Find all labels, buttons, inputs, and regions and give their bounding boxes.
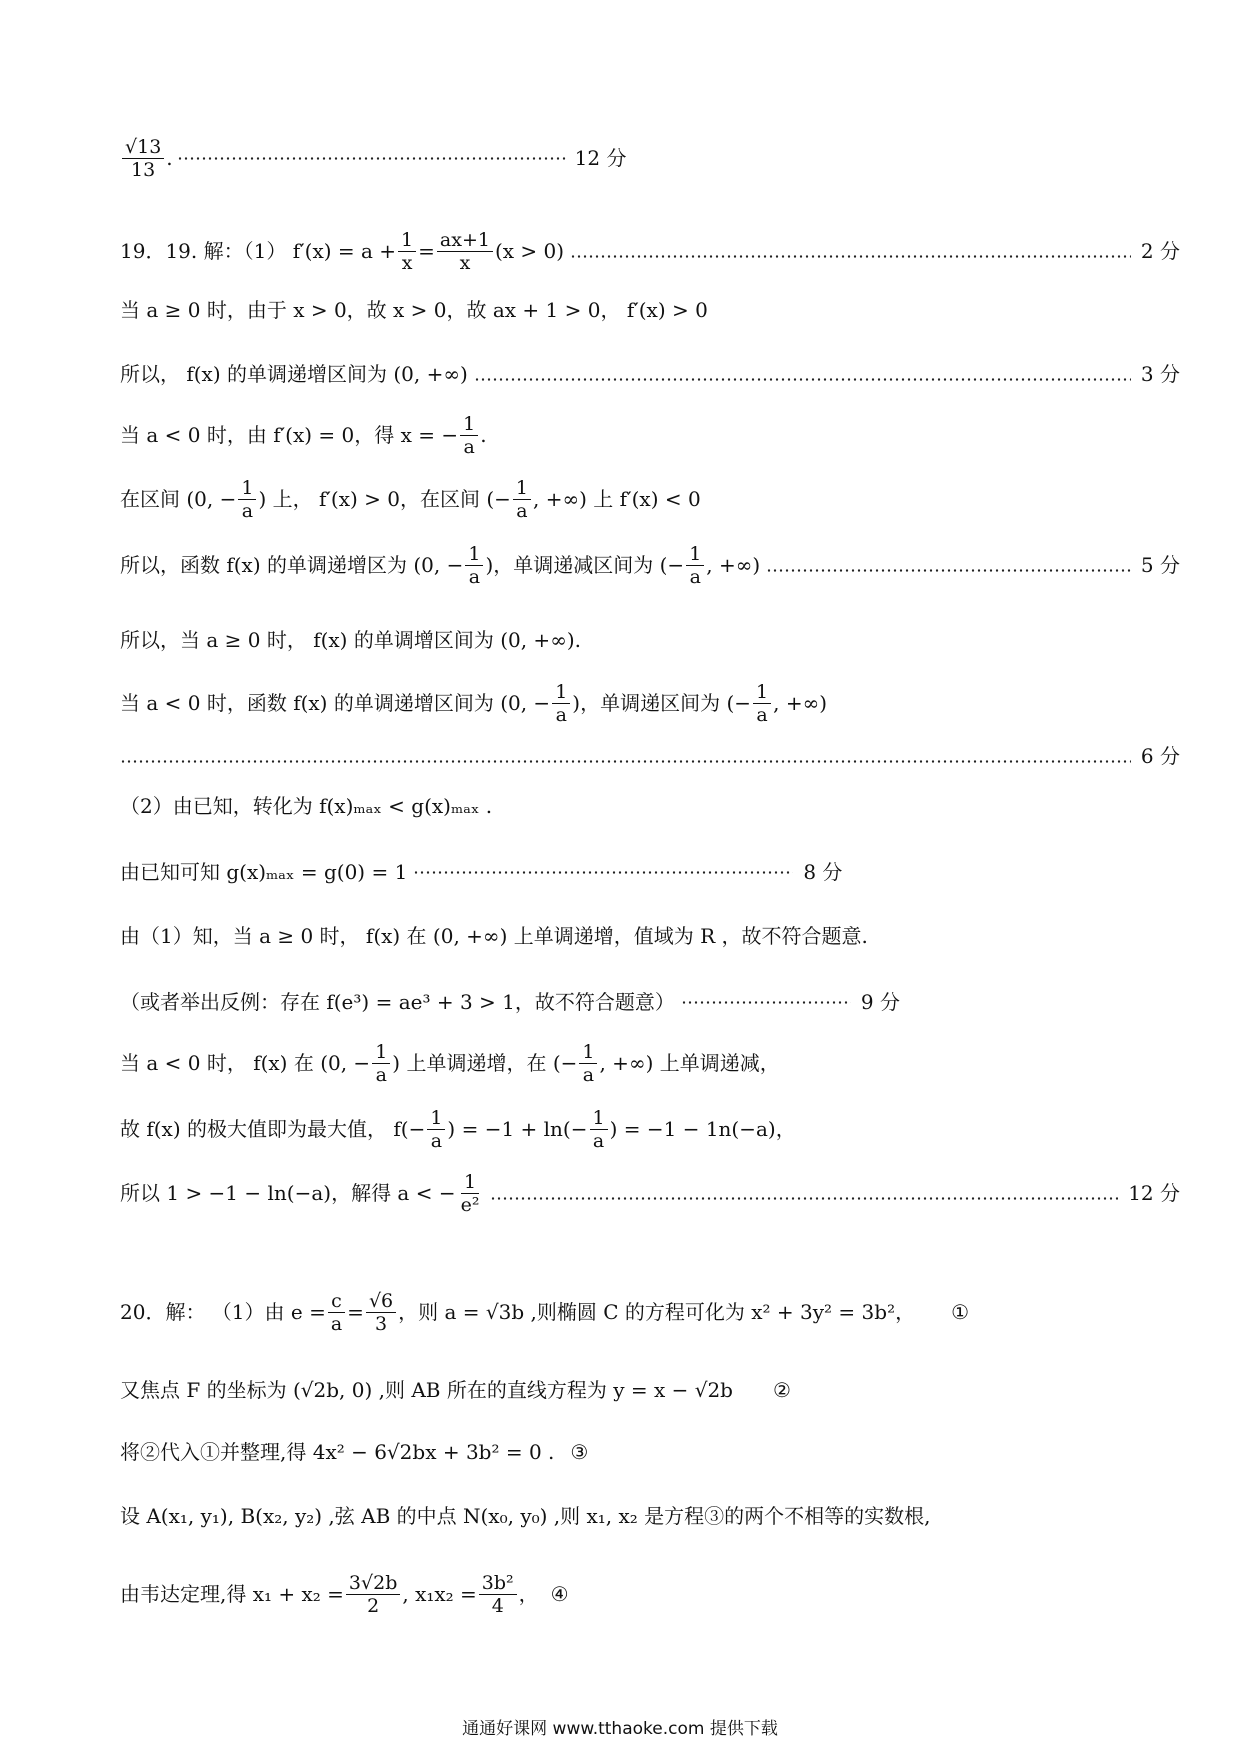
fraction-denominator: a (516, 499, 528, 522)
score-label: 8 分 (803, 860, 843, 884)
text: ) = −1 + ln(− (447, 1117, 588, 1141)
dot-leader (766, 569, 1131, 572)
fraction-numerator: 1 (460, 413, 478, 436)
fraction (513, 477, 531, 522)
text: 又焦点 F 的坐标为 (√2b, 0) ,则 AB 所在的直线方程为 y = x − √2b (120, 1378, 733, 1402)
line-gmax (120, 852, 1180, 892)
text: 当 a < 0 时， f(x) 在 (0, − (120, 1051, 371, 1075)
fraction-denominator: a (582, 1063, 595, 1086)
equation-marker: ④ (550, 1582, 569, 1606)
fraction-numerator: 1 (590, 1107, 608, 1130)
score-label: 6 分 (1140, 744, 1180, 768)
fraction-numerator: 1 (465, 543, 483, 566)
line-points-midpoint (120, 1496, 1180, 1536)
text: = (347, 1300, 364, 1324)
line-case1-not-valid (120, 916, 1180, 956)
dot-leader (177, 157, 567, 160)
line-part2-intro (120, 786, 1180, 826)
text: 故 f(x) 的极大值即为最大值， f(− (120, 1117, 426, 1141)
text: ) = −1 − 1n(−a)， (609, 1117, 796, 1141)
dot-leader (120, 760, 1131, 763)
fraction-numerator: √13 (122, 136, 164, 159)
text: 将②代入①并整理,得 4x² − 6√2bx + 3b² = 0 . (120, 1440, 555, 1464)
text: 由韦达定理,得 x₁ + x₂ = (120, 1582, 344, 1606)
fraction-denominator: a (468, 565, 481, 588)
text: （2）由已知，转化为 f(x)ₘₐₓ < g(x)ₘₐₓ . (120, 794, 493, 818)
dot-leader (681, 1001, 851, 1004)
fraction-numerator: 1 (372, 1041, 390, 1064)
text: . (480, 423, 487, 447)
score-label: 12 分 (574, 146, 627, 170)
score-label: 12 分 (1128, 1181, 1180, 1205)
fraction (579, 1041, 597, 1086)
text: 所以， f(x) 的单调递增区间为 (0, +∞) (120, 362, 468, 386)
fraction-denominator: a (330, 1312, 343, 1335)
fraction-numerator: 3b² (479, 1572, 517, 1595)
fraction (460, 413, 478, 458)
fraction (590, 1107, 608, 1152)
fraction-numerator: c (328, 1290, 345, 1313)
line-19-derivative (120, 224, 1180, 278)
fraction-numerator: 1 (579, 1041, 597, 1064)
text: 设 A(x₁, y₁), B(x₂, y₂) ,弦 AB 的中点 N(x₀, y₀) ,则 x₁, x₂ 是方程③的两个不相等的实数根, (120, 1504, 931, 1528)
fraction-denominator: 13 (131, 158, 156, 181)
text: 在区间 (0, − (120, 487, 237, 511)
text: 当 a < 0 时，由 f′(x) = 0，得 x = − (120, 423, 459, 447)
fraction (122, 136, 164, 181)
fraction-denominator: a (689, 565, 701, 588)
fraction (366, 1290, 396, 1335)
score-label: 5 分 (1140, 553, 1180, 577)
line-score-6 (120, 736, 1180, 776)
score-label: 2 分 (1140, 239, 1180, 263)
text: 由已知可知 g(x)ₘₐₓ = g(0) = 1 (120, 860, 408, 884)
fraction-denominator: a (430, 1129, 443, 1152)
fraction (372, 1041, 390, 1086)
fraction-numerator: 1 (238, 477, 256, 500)
dot-leader (570, 255, 1131, 258)
dot-leader (413, 871, 793, 874)
equation-marker: ③ (570, 1440, 589, 1464)
fraction-denominator: a (241, 499, 254, 522)
page-footer: 通通好课网 www.tthaoke.com 提供下载 (462, 1719, 778, 1739)
text: 所以 1 > −1 − ln(−a)，解得 a < − (120, 1181, 456, 1205)
line-focus-line (120, 1370, 1180, 1410)
line-increasing-interval (120, 354, 1180, 394)
dot-leader (490, 1197, 1118, 1200)
line-solve-a (120, 1166, 1180, 1220)
text: 由（1）知，当 a ≥ 0 时， f(x) 在 (0, +∞) 上单调递增，值域为 R ，故不符合题意. (120, 924, 868, 948)
text: （或者举出反例：存在 f(e³) = ae³ + 3 > 1，故不符合题意） (120, 990, 675, 1014)
line-max-value (120, 1102, 1180, 1156)
fraction-numerator: 1 (427, 1107, 445, 1130)
text: = (418, 239, 435, 263)
fraction (552, 681, 570, 726)
fraction-numerator: 1 (552, 681, 570, 704)
text: )，单调递区间为 (− (572, 691, 752, 715)
text: 20．解： （1）由 e = (120, 1300, 326, 1324)
fraction-denominator: a (463, 435, 475, 458)
text: 当 a ≥ 0 时，由于 x > 0，故 x > 0，故 ax + 1 > 0， f′(x) > 0 (120, 298, 708, 322)
fraction (238, 477, 256, 522)
text: , x₁x₂ = (402, 1582, 477, 1606)
fraction-numerator: √6 (366, 1290, 396, 1313)
line-summary-a-nonneg (120, 620, 1180, 660)
fraction (753, 681, 771, 726)
fraction (479, 1572, 517, 1617)
text: 当 a < 0 时，函数 f(x) 的单调递增区间为 (0, − (120, 691, 551, 715)
period: . (166, 146, 173, 170)
fraction (328, 1290, 345, 1335)
text: ) 上， f′(x) > 0，在区间 (− (258, 487, 511, 511)
text: , +∞) (706, 553, 761, 577)
fraction-numerator: 1 (513, 477, 531, 500)
text: , +∞) (773, 691, 828, 715)
line-interval-signs (120, 472, 1180, 526)
fraction-denominator: a (555, 703, 567, 726)
fraction-numerator: ax+1 (437, 229, 493, 252)
line-substitute (120, 1432, 1180, 1472)
fraction-numerator: 3√2b (346, 1572, 400, 1595)
text: 所以，函数 f(x) 的单调递增区为 (0, − (120, 553, 464, 577)
fraction (465, 543, 483, 588)
line-summary-a-neg (120, 676, 1180, 730)
score-label: 9 分 (860, 990, 900, 1014)
fraction-numerator: 1 (753, 681, 771, 704)
fraction-numerator: 1 (686, 543, 704, 566)
fraction (398, 229, 416, 274)
line-case-a-nonneg (120, 290, 1180, 330)
fraction (437, 229, 493, 274)
fraction (458, 1171, 483, 1216)
fraction-denominator: a (375, 1063, 387, 1086)
text: )，单调递减区间为 (− (485, 553, 685, 577)
fraction-numerator: 1 (461, 1171, 479, 1194)
fraction (686, 543, 704, 588)
equation-marker: ① (951, 1300, 970, 1324)
text: ，则 a = √3b ,则椭圆 C 的方程可化为 x² + 3y² = 3b²， (398, 1300, 916, 1324)
dot-leader (474, 378, 1131, 381)
equation-marker: ② (773, 1378, 791, 1402)
text: , +∞) 上单调递减， (599, 1051, 780, 1075)
fraction-denominator: e² (460, 1193, 480, 1216)
text: 所以，当 a ≥ 0 时， f(x) 的单调增区间为 (0, +∞). (120, 628, 582, 652)
fraction (346, 1572, 400, 1617)
text: ， (518, 1582, 539, 1606)
line-sqrt13-over-13 (120, 128, 1180, 188)
score-label: 3 分 (1140, 362, 1180, 386)
text: ) 上单调递增，在 (− (392, 1051, 578, 1075)
line-case-a-neg (120, 408, 1180, 462)
fraction-denominator: 4 (491, 1594, 504, 1617)
line-20-ellipse (120, 1282, 1180, 1342)
fraction-denominator: a (592, 1129, 605, 1152)
fraction-denominator: 2 (367, 1594, 380, 1617)
line-monotonic-intervals (120, 538, 1180, 592)
fraction-denominator: 3 (374, 1312, 388, 1335)
fraction-denominator: a (756, 703, 768, 726)
text: 19．19. 解：（1） f′(x) = a + (120, 239, 397, 263)
line-vieta (120, 1564, 1180, 1624)
fraction-numerator: 1 (398, 229, 416, 252)
fraction-denominator: x (459, 251, 471, 274)
line-a-neg-monotonic (120, 1036, 1180, 1090)
fraction (427, 1107, 445, 1152)
text: , +∞) 上 f′(x) < 0 (533, 487, 701, 511)
text: (x > 0) (494, 239, 565, 263)
fraction-denominator: x (401, 251, 413, 274)
line-counterexample (120, 982, 1180, 1022)
